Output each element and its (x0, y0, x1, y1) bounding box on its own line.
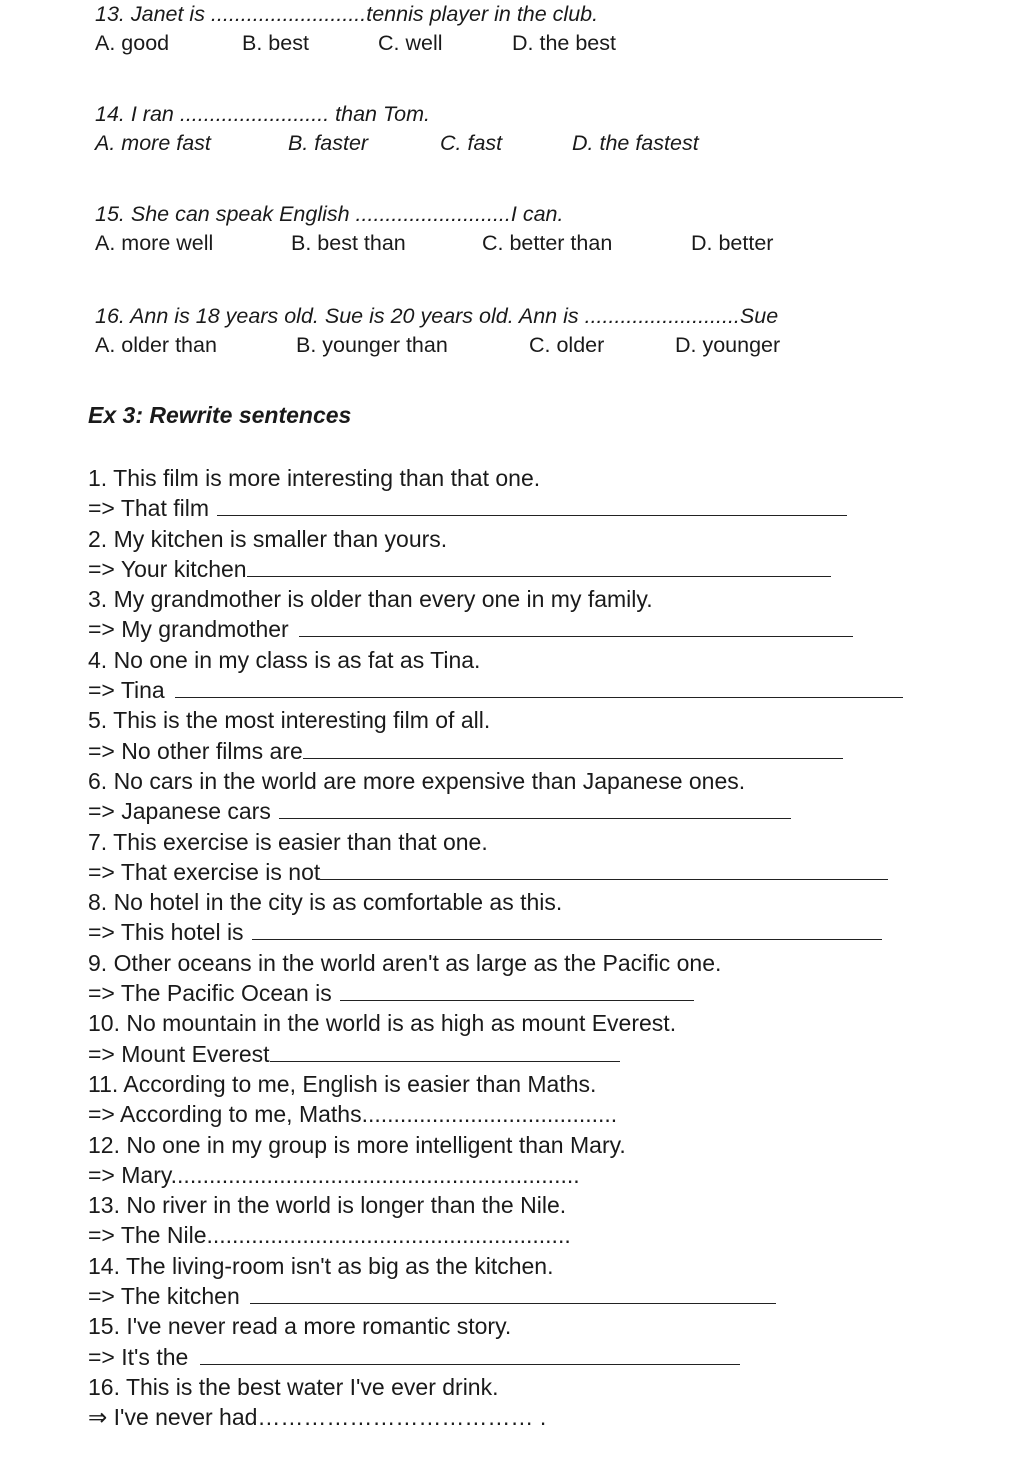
option-d: D. younger (675, 333, 781, 357)
rewrite-prompt: => The kitchen (88, 1283, 240, 1310)
question-stem: 16. Ann is 18 years old. Sue is 20 years old. Ann is ..........................Sue (95, 304, 779, 328)
option-b: B. younger than (296, 333, 448, 357)
option-c: C. well (378, 31, 443, 55)
mc-question-15 (95, 200, 955, 258)
rewrite-sentence: 9. Other oceans in the world aren't as large as the Pacific one. (88, 949, 722, 976)
rewrite-sentence: 12. No one in my group is more intelligent than Mary. (88, 1131, 626, 1158)
answer-blank[interactable] (250, 1283, 776, 1304)
rewrite-sentence: 15. I've never read a more romantic story. (88, 1313, 512, 1340)
option-d: D. the best (512, 31, 616, 55)
rewrite-prompt: => No other films are (88, 737, 303, 764)
option-c: C. older (529, 333, 605, 357)
option-c: C. fast (440, 131, 503, 155)
rewrite-prompt: => It's the (88, 1343, 189, 1370)
question-stem: 15. She can speak English ..........................I can. (95, 202, 564, 226)
rewrite-prompt: => That film (88, 495, 210, 522)
option-a: A. more well (95, 231, 214, 255)
mc-question-14 (95, 100, 955, 158)
answer-blank[interactable] (303, 738, 843, 759)
answer-blank[interactable] (247, 556, 831, 577)
rewrite-sentence: 5. This is the most interesting film of all. (88, 707, 491, 734)
option-a: A. good (95, 31, 170, 55)
rewrite-prompt: => Japanese cars (88, 798, 271, 825)
question-stem: 14. I ran ......................... than Tom. (95, 102, 430, 126)
rewrite-sentence: 13. No river in the world is longer than the Nile. (88, 1192, 567, 1219)
option-d: D. the fastest (572, 131, 699, 155)
rewrite-prompt: => This hotel is (88, 919, 244, 946)
rewrite-prompt: => My grandmother (88, 616, 289, 643)
answer-blank[interactable] (299, 616, 853, 637)
answer-blank[interactable] (270, 1041, 620, 1062)
answer-blank[interactable] (340, 980, 694, 1001)
rewrite-sentence: 2. My kitchen is smaller than yours. (88, 525, 448, 552)
exercise-title: Ex 3: Rewrite sentences (88, 402, 352, 428)
rewrite-prompt: => That exercise is not (88, 858, 321, 885)
rewrite-prompt: => The Pacific Ocean is (88, 980, 332, 1007)
option-b: B. faster (288, 131, 369, 155)
rewrite-prompt: ⇒ I've never had……………………………… . (88, 1404, 547, 1431)
answer-blank[interactable] (252, 919, 882, 940)
answer-blank[interactable] (217, 495, 847, 516)
rewrite-sentence: 7. This exercise is easier than that one. (88, 828, 488, 855)
question-stem: 13. Janet is ..........................tennis player in the club. (95, 2, 599, 26)
answer-blank[interactable] (320, 859, 888, 880)
rewrite-sentence: 1. This film is more interesting than that one. (88, 465, 541, 491)
rewrite-sentence: 10. No mountain in the world is as high as mount Everest. (88, 1010, 677, 1037)
rewrite-prompt: => According to me, Maths........................................ (88, 1101, 618, 1128)
rewrite-sentence: 16. This is the best water I've ever drink. (88, 1373, 499, 1400)
option-a: A. older than (95, 333, 217, 357)
rewrite-prompt: => Tina (88, 677, 165, 704)
option-b: B. best than (291, 231, 406, 255)
rewrite-prompt: => The Nile......................................................... (88, 1222, 571, 1249)
option-d: D. better (691, 231, 774, 255)
mc-question-16 (95, 302, 955, 360)
rewrite-sentence: 3. My grandmother is older than every one in my family. (88, 586, 653, 613)
rewrite-prompt: => Mary................................................................ (88, 1161, 580, 1188)
rewrite-sentence: 4. No one in my class is as fat as Tina. (88, 646, 481, 673)
mc-question-13 (95, 0, 955, 58)
answer-blank[interactable] (200, 1344, 740, 1365)
rewrite-prompt: => Mount Everest (88, 1040, 270, 1067)
option-a: A. more fast (95, 131, 211, 155)
option-b: B. best (242, 31, 309, 55)
rewrite-list (88, 463, 988, 1433)
rewrite-sentence: 14. The living-room isn't as big as the kitchen. (88, 1252, 554, 1279)
answer-blank[interactable] (175, 677, 903, 698)
option-c: C. better than (482, 231, 613, 255)
rewrite-sentence: 11. According to me, English is easier than Maths. (88, 1070, 597, 1097)
answer-blank[interactable] (279, 798, 791, 819)
rewrite-sentence: 6. No cars in the world are more expensive than Japanese ones. (88, 767, 746, 794)
rewrite-prompt: => Your kitchen (88, 555, 247, 582)
rewrite-sentence: 8. No hotel in the city is as comfortable as this. (88, 889, 563, 916)
